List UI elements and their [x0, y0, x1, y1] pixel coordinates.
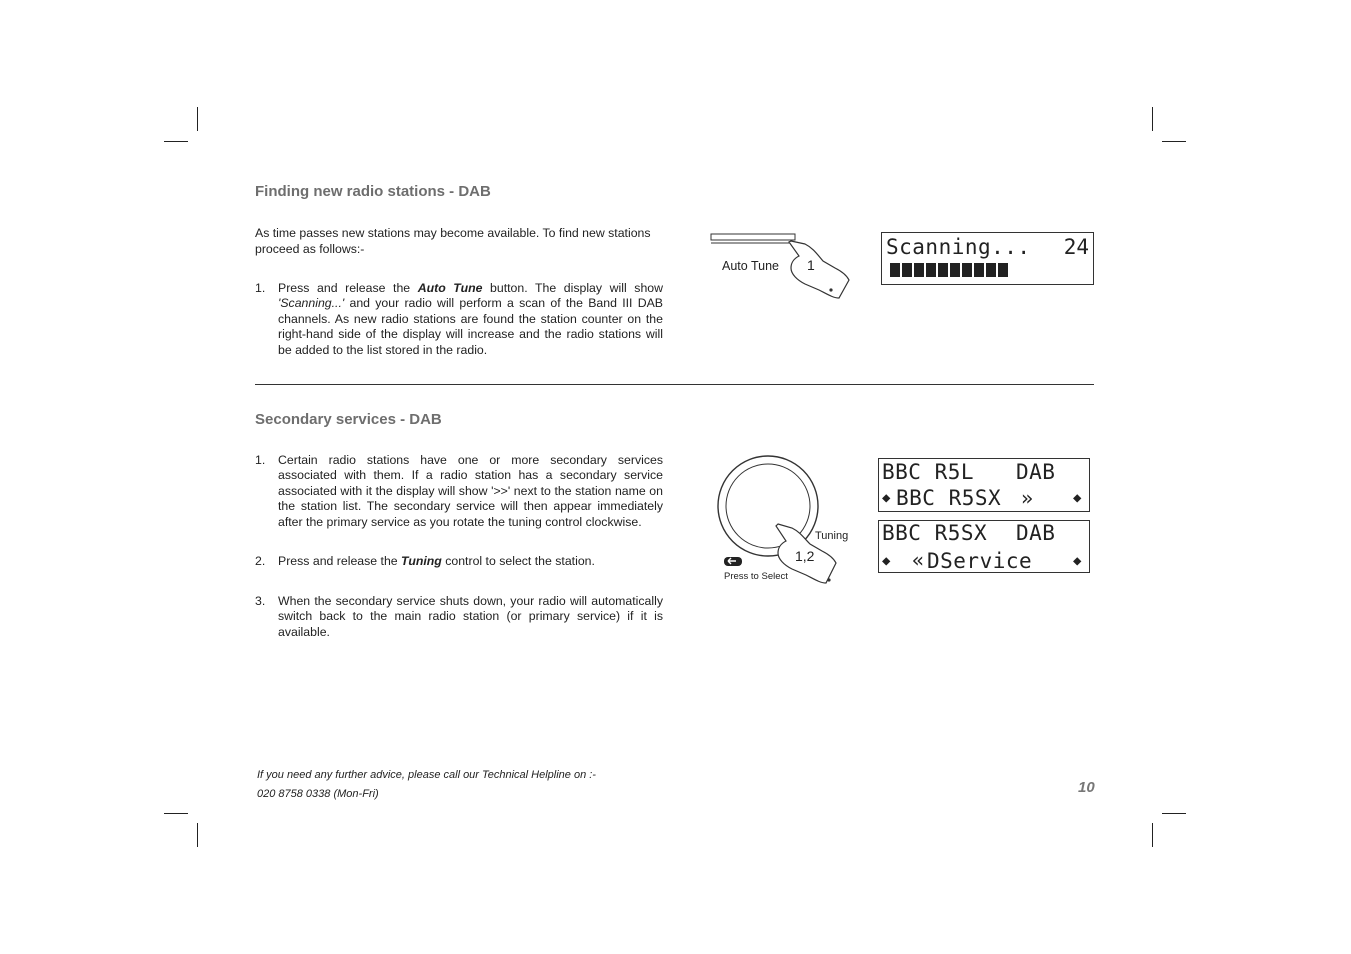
crop-mark — [164, 813, 188, 814]
auto-tune-emphasis: Auto Tune — [417, 281, 483, 295]
crop-mark — [164, 141, 188, 142]
crop-mark — [1162, 141, 1186, 142]
crop-mark — [197, 823, 198, 847]
footer-helpline-text: If you need any further advice, please call our Technical Helpline on :- — [257, 769, 596, 781]
crop-mark — [1162, 813, 1186, 814]
display-line: BBC R5SX — [896, 486, 1002, 510]
step-number: 3. — [255, 594, 266, 608]
pointing-hand-icon — [789, 241, 849, 298]
lcd-display-scanning — [881, 232, 1094, 285]
left-arrow-icon: ◆ — [882, 553, 891, 569]
lcd-display-station-list — [878, 458, 1090, 512]
step-text: Certain radio stations have one or more secondary services associated with them. If a radio station has a secondary service associated with it the display will show '>>' next to the station name on the station list. The secondary service will then appear immediately after the primary service as you rotate the tuning control clockwise. — [278, 453, 663, 529]
left-arrow-icon: ◆ — [882, 490, 891, 506]
right-arrow-icon: ◆ — [1073, 553, 1082, 569]
press-to-select-label: Press to Select — [724, 571, 788, 582]
list-item — [255, 594, 663, 640]
step-marker: 1,2 — [795, 548, 815, 564]
lcd-display-secondary-service — [878, 520, 1090, 573]
section-divider — [255, 384, 1094, 385]
list-item — [255, 281, 663, 358]
secondary-service-icon: » — [1021, 486, 1034, 510]
step-number: 1. — [255, 453, 266, 467]
step-number: 1. — [255, 281, 266, 295]
right-arrow-icon: ◆ — [1073, 490, 1082, 506]
display-line: BBC R5L — [882, 460, 975, 484]
display-band: DAB — [1016, 460, 1056, 484]
section-heading-secondary-services: Secondary services - DAB — [255, 411, 442, 428]
crop-mark — [197, 107, 198, 131]
secondary-service-icon: « — [912, 548, 925, 572]
display-line: DService — [927, 549, 1033, 573]
tuning-label: Tuning — [815, 530, 849, 542]
intro-paragraph: As time passes new stations may become available. To find new stations proceed as follows:- — [255, 226, 651, 256]
footer-phone-number: 020 8758 0338 (Mon-Fri) — [257, 788, 379, 800]
scanning-emphasis: 'Scanning...' — [278, 296, 345, 311]
list-item — [255, 554, 663, 569]
progress-blocks — [890, 263, 1008, 277]
display-band: DAB — [1016, 521, 1056, 545]
crop-mark — [1152, 107, 1153, 131]
list-item — [255, 453, 663, 530]
auto-tune-label: Auto Tune — [722, 259, 779, 273]
step-text: Press and release the Auto Tune button. The display will show 'Scanning...' and your radio will perform a scan of the Band III DAB channels. As new radio stations are found the station counter on the right-hand side of the display will increase and the radio stations will be added to the list stored in the radio. — [278, 281, 663, 357]
step-marker: 1 — [807, 257, 815, 273]
display-line: Scanning... — [886, 235, 1031, 259]
station-counter: 24 — [1063, 235, 1089, 259]
section-heading-finding-stations: Finding new radio stations - DAB — [255, 183, 491, 200]
display-line: BBC R5SX — [882, 521, 988, 545]
step-number: 2. — [255, 554, 266, 568]
step-text: Press and release the Tuning control to select the station. — [278, 554, 595, 568]
crop-mark — [1152, 823, 1153, 847]
tuning-emphasis: Tuning — [401, 554, 442, 568]
step-text: When the secondary service shuts down, your radio will automatically switch back to the main radio station (or primary service) if it is available. — [278, 594, 663, 639]
page-number: 10 — [1078, 779, 1095, 796]
